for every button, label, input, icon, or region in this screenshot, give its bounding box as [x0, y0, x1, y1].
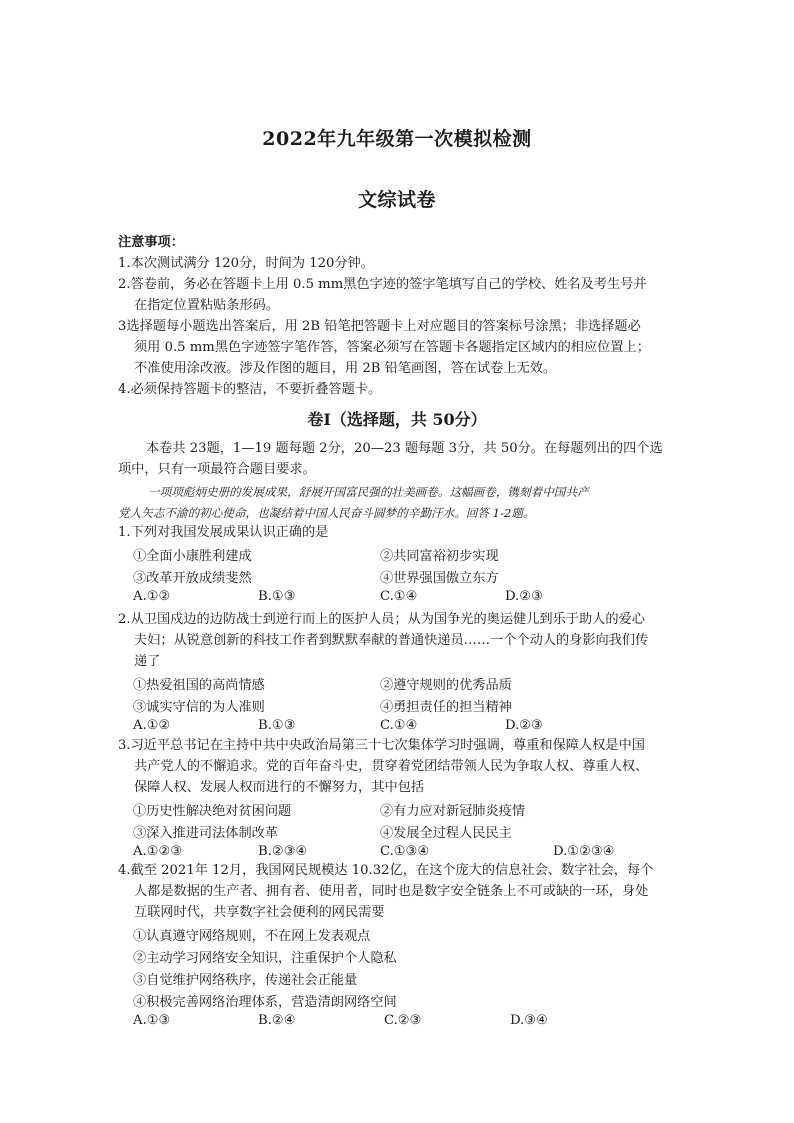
q1-choice-b: B.①③: [258, 589, 296, 604]
note-1: 1.本次测试满分 120分，时间为 120分钟。: [118, 256, 374, 271]
q3-choice-d: D.①②③④: [553, 844, 615, 859]
q2-choice-a: A.①②: [133, 718, 171, 733]
shared-stem-line-1: 一项项彪炳史册的发展成果，舒展开国富民强的壮美画卷。这幅画卷，镌刻着中国共产: [148, 485, 589, 499]
q1-choice-a: A.①②: [133, 589, 171, 604]
note-3-line-1: 3选择题每小题选出答案后，用 2B 铅笔把答题卡上对应题目的答案标号涂黑；非选择题必: [118, 319, 641, 334]
q2-item-2: ②遵守规则的优秀品质: [380, 678, 512, 693]
question-4-line-3: 互联网时代，共享数字社会便利的网民需要: [134, 905, 385, 920]
note-3-line-2: 须用 0.5 mm黑色字迹签字笔作答，答案必须写在答题卡各题指定区域内的相应位置上；: [134, 340, 650, 355]
question-2-line-1: 2.从卫国戍边的边防战士到逆行而上的医护人员；从为国争光的奥运健儿到乐于助人的爱心: [118, 612, 645, 627]
question-1-stem: 1.下列对我国发展成果认识正确的是: [118, 525, 329, 540]
q3-item-2: ②有力应对新冠肺炎疫情: [380, 804, 526, 819]
q4-choice-d: D.③④: [510, 1013, 548, 1028]
q1-item-4: ④世界强国傲立东方: [380, 571, 499, 586]
q4-item-3: ③自觉维护网络秩序，传递社会正能量: [133, 973, 358, 988]
note-4: 4.必须保持答题卡的整洁，不要折叠答题卡。: [118, 382, 382, 397]
q1-item-3: ③改革开放成绩斐然: [133, 571, 252, 586]
q3-item-1: ①历史性解决绝对贫困问题: [133, 804, 292, 819]
q2-item-1: ①热爱祖国的高尚情感: [133, 678, 265, 693]
q4-choice-a: A.①③: [133, 1013, 171, 1028]
note-2-line-1: 2.答卷前，务必在答题卡上用 0.5 mm黑色字迹的签字笔填写自己的学校、姓名及考生号并: [118, 277, 647, 292]
section-title: 卷Ⅰ（选择题，共 50分）: [307, 410, 487, 429]
q2-item-4: ④勇担责任的担当精神: [380, 700, 512, 715]
question-4-line-1: 4.截至 2021年 12月，我国网民规模达 10.32亿，在这个庞大的信息社会、数字社会，每个: [118, 863, 654, 878]
shared-stem-line-2: 党人矢志不渝的初心使命，也凝结着中国人民奋斗圆梦的辛勤汗水。回答 1-2题。: [118, 506, 535, 520]
q2-choice-d: D.②③: [505, 718, 543, 733]
q3-choice-c: C.①③④: [380, 844, 430, 859]
section-intro-line-1: 本卷共 23题，1—19 题每题 2分，20—23 题每题 3分，共 50分。在每题列出的四个选: [146, 441, 663, 456]
q4-choice-b: B.②④: [258, 1013, 296, 1028]
q1-choice-c: C.①④: [380, 589, 418, 604]
q3-item-4: ④发展全过程人民民主: [380, 826, 512, 841]
exam-subtitle: 文综试卷: [357, 189, 436, 211]
question-3-line-3: 保障人权、发展人权而进行的不懈努力，其中包括: [134, 780, 425, 795]
question-4-line-2: 人都是数据的生产者、拥有者、使用者，同时也是数字安全链条上不可或缺的一环，身处: [134, 884, 649, 899]
notes-heading: 注意事项：: [118, 235, 184, 250]
question-2-line-3: 递了: [134, 654, 161, 669]
q2-choice-c: C.①④: [380, 718, 418, 733]
q4-item-2: ②主动学习网络安全知识，注重保护个人隐私: [133, 951, 397, 966]
note-2-line-2: 在指定位置粘贴条形码。: [134, 298, 280, 313]
q1-choice-d: D.②③: [505, 589, 543, 604]
q3-item-3: ③深入推进司法体制改革: [133, 826, 279, 841]
q4-choice-c: C.②③: [384, 1013, 422, 1028]
q4-item-1: ①认真遵守网络规则，不在网上发表观点: [133, 929, 371, 944]
exam-title: 2022年九年级第一次模拟检测: [262, 128, 532, 150]
question-2-line-2: 夫妇；从锐意创新的科技工作者到默默奉献的普通快递员……一个个动人的身影向我们传: [134, 633, 649, 648]
q1-item-2: ②共同富裕初步实现: [380, 549, 499, 564]
question-3-line-1: 3.习近平总书记在主持中共中央政治局第三十七次集体学习时强调，尊重和保障人权是中国: [118, 738, 645, 753]
q3-choice-b: B.②③④: [258, 844, 308, 859]
note-3-line-3: 不准使用涂改液。涉及作图的题目，用 2B 铅笔画图，答在试卷上无效。: [134, 361, 557, 376]
section-intro-line-2: 项中，只有一项最符合题目要求。: [118, 462, 316, 477]
question-3-line-2: 共产党人的不懈追求。党的百年奋斗史，贯穿着党团结带领人民为争取人权、尊重人权、: [134, 759, 649, 774]
q4-item-4: ④积极完善网络治理体系，营造清朗网络空间: [133, 995, 397, 1010]
q3-choice-a: A.①②③: [133, 844, 183, 859]
q2-choice-b: B.①③: [258, 718, 296, 733]
q1-item-1: ①全面小康胜利建成: [133, 549, 252, 564]
q2-item-3: ③诚实守信的为人准则: [133, 700, 265, 715]
